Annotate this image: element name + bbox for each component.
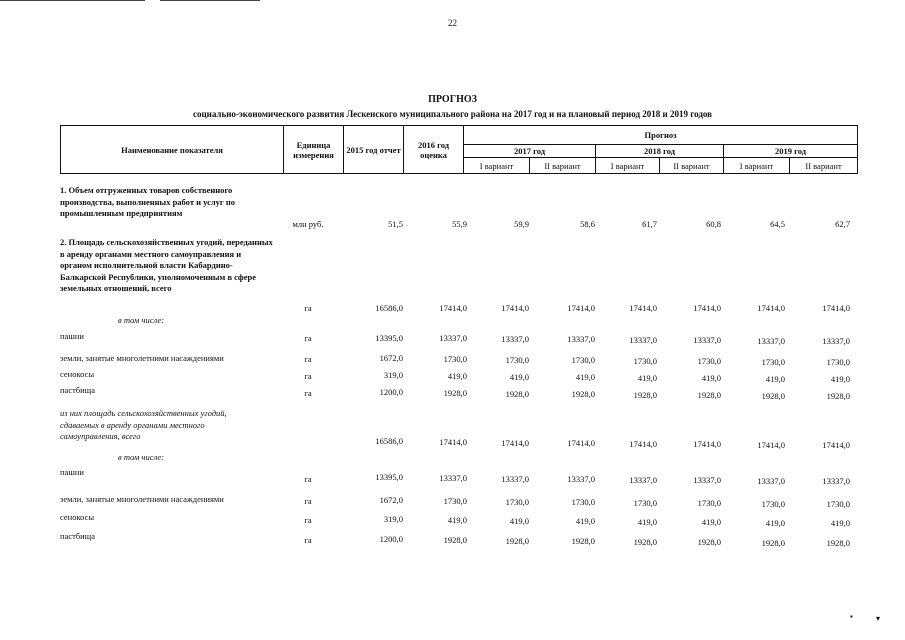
row-value: 1730,0 xyxy=(633,356,657,366)
row-unit: га xyxy=(304,371,312,381)
row-value: 17414,0 xyxy=(501,303,529,313)
row-unit: млн руб. xyxy=(292,219,324,229)
row-value: 16586,0 xyxy=(375,436,403,446)
row-value: 58,6 xyxy=(580,219,595,229)
row-value: 17414,0 xyxy=(822,440,850,450)
row-value: 1730,0 xyxy=(633,498,657,508)
row-value: 13337,0 xyxy=(693,335,721,345)
row-value: 17414,0 xyxy=(629,439,657,449)
row-value: 13337,0 xyxy=(822,336,850,346)
row-value: 17414,0 xyxy=(757,440,785,450)
table-header xyxy=(60,125,858,174)
row-value: 1200,0 xyxy=(379,534,403,544)
row-value: 62,7 xyxy=(835,219,850,229)
row-value: 419,0 xyxy=(575,372,595,382)
row-value: 1730,0 xyxy=(697,498,721,508)
header-year-2019: 2019 год xyxy=(724,145,858,158)
row-value: 1928,0 xyxy=(697,537,721,547)
row-value: 1928,0 xyxy=(761,538,785,548)
header-variant-2: II вариант xyxy=(660,158,724,174)
row-label: пашни xyxy=(60,331,84,341)
row-value: 419,0 xyxy=(509,372,529,382)
row-value: 1730,0 xyxy=(826,357,850,367)
scan-edge-line xyxy=(0,0,145,1)
row-value: 17414,0 xyxy=(822,303,850,313)
row-label: пастбища xyxy=(60,385,96,395)
row-value: 1730,0 xyxy=(571,497,595,507)
row-value: 419,0 xyxy=(637,373,657,383)
row-unit: га xyxy=(304,515,312,525)
row-value: 1730,0 xyxy=(443,354,467,364)
row-value: 17414,0 xyxy=(501,438,529,448)
document-title: ПРОГНОЗ xyxy=(428,94,477,105)
page-number: 22 xyxy=(448,18,457,28)
row-value: 17414,0 xyxy=(693,303,721,313)
row-subheading: в том числе: xyxy=(118,452,165,462)
row-value: 1730,0 xyxy=(697,356,721,366)
row-value: 419,0 xyxy=(447,515,467,525)
row-value: 1730,0 xyxy=(761,357,785,367)
row-value: 1928,0 xyxy=(633,537,657,547)
row-value: 419,0 xyxy=(509,516,529,526)
row-label: земли, занятые многолетними насаждениями xyxy=(60,494,224,504)
row-value: 1200,0 xyxy=(379,387,403,397)
scan-speck: ▪ xyxy=(850,612,853,621)
row-value: 60,8 xyxy=(706,219,721,229)
row-value: 1730,0 xyxy=(761,499,785,509)
row-value: 51,5 xyxy=(388,219,403,229)
row-value: 17414,0 xyxy=(439,303,467,313)
row-label: 2. Площадь сельскохозяйственных угодий, переданных в аренду органами местного самоуправления и органом исполнительной власти Кабардино-Балкарской Республики, уполномоченным в сфере земельных отношений, всего xyxy=(60,237,273,293)
row-label: пашни xyxy=(60,467,84,477)
header-unit: Единица измерения xyxy=(284,126,344,174)
row-value: 17414,0 xyxy=(629,303,657,313)
header-variant-1: I вариант xyxy=(596,158,660,174)
row-value: 13337,0 xyxy=(439,333,467,343)
row-value: 1928,0 xyxy=(505,536,529,546)
row-value: 1730,0 xyxy=(505,355,529,365)
row-value: 1928,0 xyxy=(505,389,529,399)
header-variant-2: II вариант xyxy=(530,158,596,174)
row-value: 319,0 xyxy=(383,370,403,380)
row-value: 1928,0 xyxy=(697,390,721,400)
row-value: 1730,0 xyxy=(571,355,595,365)
header-name: Наименование показателя xyxy=(61,126,284,174)
scan-speck: ▾ xyxy=(876,614,881,623)
row-value: 13337,0 xyxy=(757,476,785,486)
row-label: земли, занятые многолетними насаждениями xyxy=(60,353,224,363)
row-unit: га xyxy=(304,496,312,506)
row-label: сенокосы xyxy=(60,369,95,379)
row-value: 13337,0 xyxy=(629,475,657,485)
row-value: 64,5 xyxy=(770,219,785,229)
row-label: пастбища xyxy=(60,531,96,541)
header-2015: 2015 год отчет xyxy=(344,126,404,174)
row-value: 419,0 xyxy=(701,517,721,527)
row-label: сенокосы xyxy=(60,512,95,522)
row-value: 1928,0 xyxy=(761,391,785,401)
row-subheading: в том числе: xyxy=(118,315,165,325)
row-value: 1928,0 xyxy=(571,536,595,546)
row-value: 17414,0 xyxy=(439,437,467,447)
row-value: 13337,0 xyxy=(822,476,850,486)
row-value: 13337,0 xyxy=(501,334,529,344)
row-value: 17414,0 xyxy=(567,303,595,313)
row-value: 1928,0 xyxy=(633,390,657,400)
row-value: 1730,0 xyxy=(505,497,529,507)
row-value: 13337,0 xyxy=(501,474,529,484)
row-value: 17414,0 xyxy=(757,303,785,313)
row-value: 419,0 xyxy=(765,518,785,528)
row-value: 1928,0 xyxy=(826,391,850,401)
scan-edge-line xyxy=(160,0,260,1)
row-unit: га xyxy=(304,474,312,484)
row-value: 17414,0 xyxy=(567,438,595,448)
row-value: 1928,0 xyxy=(571,389,595,399)
row-value: 319,0 xyxy=(383,514,403,524)
row-value: 1730,0 xyxy=(826,499,850,509)
row-unit: га xyxy=(304,388,312,398)
row-label: 1. Объем отгруженных товаров собственного производства, выполненных работ и услуг по промышленным предприятиям xyxy=(60,185,236,218)
row-value: 1730,0 xyxy=(443,496,467,506)
row-label: из них площадь сельскохозяйственных угодий, сдаваемых в аренду органами местного самоуправления, всего xyxy=(60,408,227,441)
row-value: 13395,0 xyxy=(375,333,403,343)
row-value: 13337,0 xyxy=(567,334,595,344)
row-value: 13337,0 xyxy=(567,474,595,484)
row-value: 419,0 xyxy=(701,373,721,383)
header-year-2017: 2017 год xyxy=(464,145,596,158)
row-value: 1672,0 xyxy=(379,495,403,505)
row-value: 1672,0 xyxy=(379,353,403,363)
row-unit: га xyxy=(304,354,312,364)
header-variant-2: II вариант xyxy=(790,158,858,174)
header-variant-1: I вариант xyxy=(464,158,530,174)
row-value: 61,7 xyxy=(642,219,657,229)
row-value: 13337,0 xyxy=(693,475,721,485)
row-value: 1928,0 xyxy=(443,388,467,398)
row-value: 13337,0 xyxy=(757,336,785,346)
header-forecast: Прогноз xyxy=(464,126,858,145)
row-unit: га xyxy=(304,333,312,343)
row-value: 17414,0 xyxy=(693,439,721,449)
row-value: 59,9 xyxy=(514,219,529,229)
document-subtitle: социально-экономического развития Лескенского муниципального района на 2017 год и на плановый период 2018 и 2019 годов xyxy=(192,109,713,119)
row-value: 419,0 xyxy=(637,517,657,527)
row-value: 1928,0 xyxy=(826,538,850,548)
row-unit: га xyxy=(304,303,312,313)
row-value: 16586,0 xyxy=(375,303,403,313)
row-value: 419,0 xyxy=(830,374,850,384)
row-value: 13337,0 xyxy=(629,335,657,345)
row-value: 419,0 xyxy=(765,374,785,384)
row-value: 1928,0 xyxy=(443,535,467,545)
row-value: 13395,0 xyxy=(375,472,403,482)
row-unit: га xyxy=(304,535,312,545)
row-value: 419,0 xyxy=(447,371,467,381)
row-value: 419,0 xyxy=(830,518,850,528)
header-year-2018: 2018 год xyxy=(596,145,724,158)
row-value: 13337,0 xyxy=(439,473,467,483)
row-value: 419,0 xyxy=(575,516,595,526)
row-value: 55,9 xyxy=(452,219,467,229)
header-variant-1: I вариант xyxy=(724,158,790,174)
header-2016: 2016 год оценка xyxy=(404,126,464,174)
